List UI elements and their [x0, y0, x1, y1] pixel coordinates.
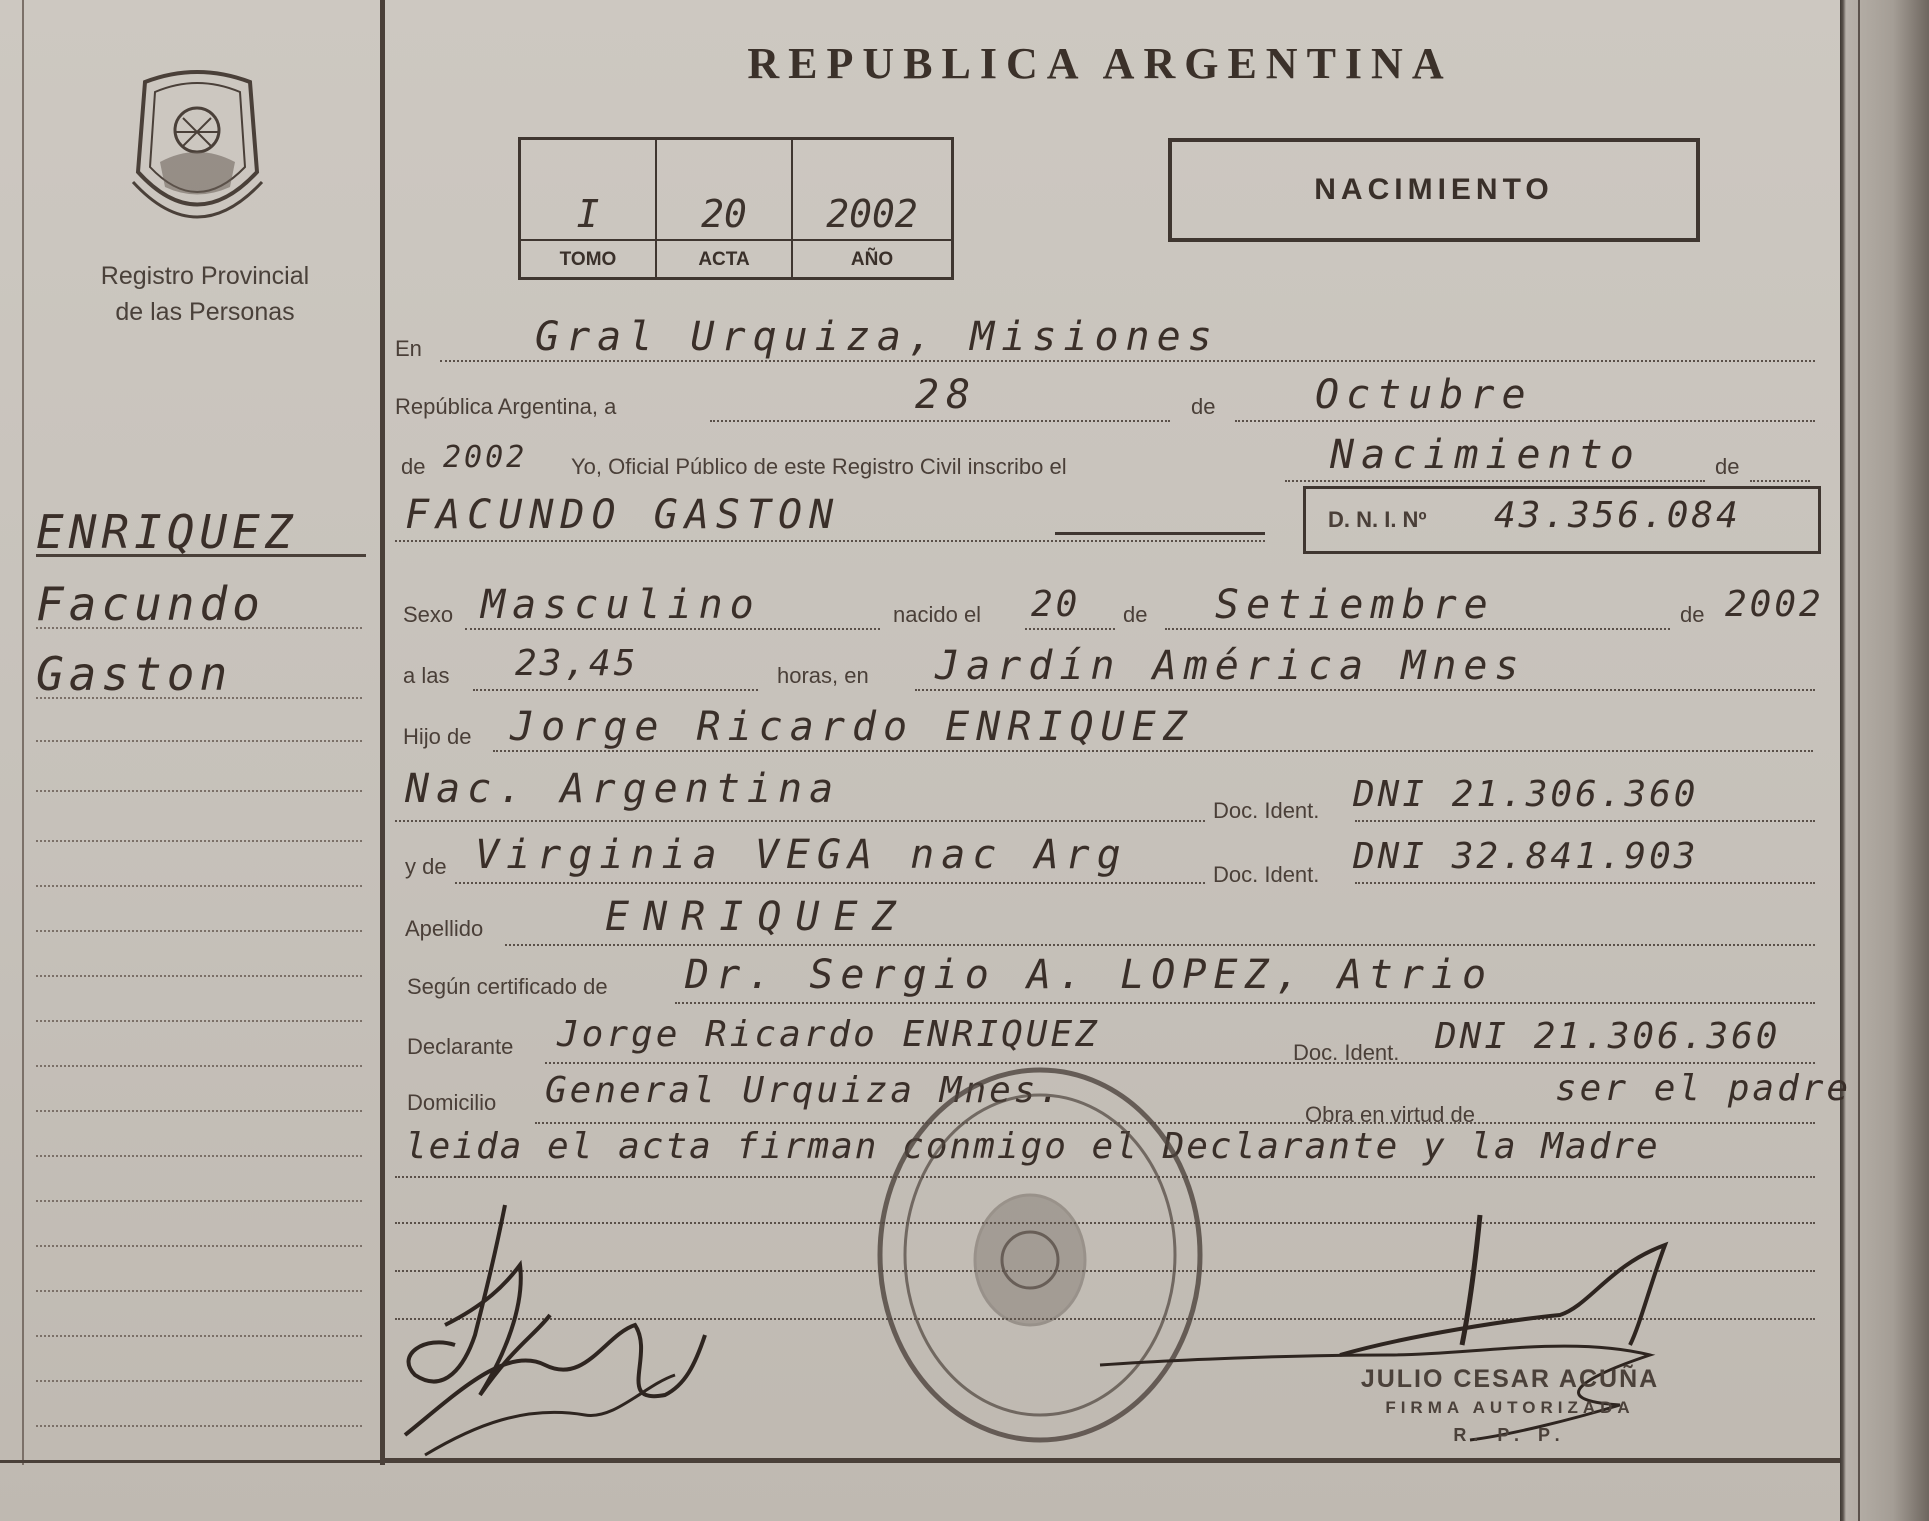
hijo-label: Hijo de — [403, 724, 472, 749]
row-father-nationality — [395, 766, 1815, 828]
declarante-name-value: Jorge Ricardo ENRIQUEZ — [557, 1014, 1100, 1055]
apellido-label: Apellido — [405, 916, 484, 941]
registry-line-1: Registro Provincial — [100, 262, 310, 290]
obra-label: Obra en virtud de — [1305, 1102, 1475, 1127]
reference-box — [518, 137, 954, 280]
father-name-value: Jorge Ricardo ENRIQUEZ — [510, 704, 1194, 750]
birth-year-value: 2002 — [1725, 584, 1824, 625]
de2-label: de — [401, 454, 426, 479]
document-title: REPUBLICA ARGENTINA — [747, 39, 1453, 88]
row-place — [395, 310, 1815, 368]
day-value: 28 — [915, 372, 978, 418]
row-father — [395, 704, 1815, 766]
birth-month-value: Setiembre — [1215, 582, 1495, 628]
declarante-doc-label: Doc. Ident. — [1293, 1040, 1400, 1065]
alas-label: a las — [403, 663, 450, 688]
child-names-value: FACUNDO GASTON — [405, 492, 841, 538]
en-label: En — [395, 336, 422, 361]
provincial-coat-of-arms-icon — [125, 62, 270, 227]
ano-value: 2002 — [826, 192, 918, 236]
year-prefix-value: 2002 — [443, 440, 528, 475]
margin-surname: ENRIQUEZ — [36, 505, 298, 559]
certifier-value: Dr. Sergio A. LOPEZ, Atrio — [685, 952, 1494, 998]
birth-time-value: 23,45 — [515, 643, 639, 684]
mother-doc-label: Doc. Ident. — [1213, 862, 1320, 887]
signatory-name: JULIO CESAR ACUÑA — [1360, 1365, 1660, 1393]
acta-value: 20 — [701, 192, 747, 236]
de5-label: de — [1680, 602, 1705, 627]
birth-place-value: Jardín América Mnes — [935, 643, 1526, 689]
row-mother — [395, 834, 1815, 892]
sexo-label: Sexo — [403, 602, 454, 627]
row-official — [395, 432, 1815, 490]
de3-label: de — [1715, 454, 1740, 479]
signatory-office: R. P. P. — [1453, 1425, 1567, 1445]
row-date — [395, 368, 1815, 426]
oficial-text: Yo, Oficial Público de este Registro Civil inscribo el — [571, 454, 1067, 479]
de4-label: de — [1123, 602, 1148, 627]
act-word-value: Nacimiento — [1330, 432, 1641, 478]
margin-second-name: Gaston — [36, 647, 233, 701]
father-nationality-value: Nac. Argentina — [405, 766, 841, 812]
left-margin-line — [22, 0, 24, 1465]
horas-label: horas, en — [777, 663, 869, 688]
mother-doc-value: DNI 32.841.903 — [1353, 836, 1699, 877]
sexo-value: Masculino — [481, 582, 761, 628]
segun-label: Según certificado de — [407, 974, 608, 999]
row-certifier — [395, 952, 1815, 1018]
tomo-label: TOMO — [521, 239, 655, 279]
dni-label: D. N. I. Nº — [1328, 507, 1427, 532]
apellido-value: ENRIQUEZ — [605, 894, 910, 940]
republica-label: República Argentina, a — [395, 394, 617, 419]
declarant-signature-icon — [385, 1195, 725, 1465]
closing-note-value: leida el acta firman conmigo el Declarante y la Madre — [405, 1126, 1660, 1167]
mother-name-value: Virginia VEGA nac Arg — [475, 832, 1128, 878]
de-label: de — [1191, 394, 1216, 419]
declarante-doc-value: DNI 21.306.360 — [1435, 1016, 1781, 1057]
row-sex-birth — [395, 580, 1824, 638]
margin-first-name: Facundo — [36, 577, 265, 631]
ano-label: AÑO — [793, 239, 951, 279]
act-type-box: NACIMIENTO — [1168, 138, 1700, 242]
registry-line-2: de las Personas — [115, 298, 295, 326]
acta-label: ACTA — [657, 239, 791, 279]
dni-value: 43.356.084 — [1494, 495, 1741, 536]
tomo-value: I — [576, 192, 600, 236]
row-surname — [395, 894, 1815, 958]
birth-day-value: 20 — [1031, 584, 1081, 625]
margin-underline — [36, 554, 366, 557]
tomo-cell — [521, 140, 657, 277]
registry-name — [70, 258, 340, 330]
book-binding-edge — [1840, 0, 1929, 1521]
domicilio-value: General Urquiza Mnes. — [545, 1070, 1064, 1111]
row-time-place — [395, 643, 1815, 701]
ano-cell — [793, 140, 951, 277]
father-doc-value: DNI 21.306.360 — [1353, 774, 1699, 815]
obra-value: ser el padre — [1555, 1068, 1852, 1109]
month-value: Octubre — [1315, 372, 1533, 418]
declarante-label: Declarante — [407, 1034, 514, 1059]
father-doc-label: Doc. Ident. — [1213, 798, 1320, 823]
signatory-title: FIRMA AUTORIZADA — [1385, 1398, 1635, 1417]
acta-cell — [657, 140, 793, 277]
dni-box — [1303, 486, 1821, 554]
nacido-label: nacido el — [893, 602, 982, 627]
domicilio-label: Domicilio — [407, 1090, 497, 1115]
yde-label: y de — [405, 854, 447, 879]
place-value: Gral Urquiza, Misiones — [535, 314, 1219, 360]
